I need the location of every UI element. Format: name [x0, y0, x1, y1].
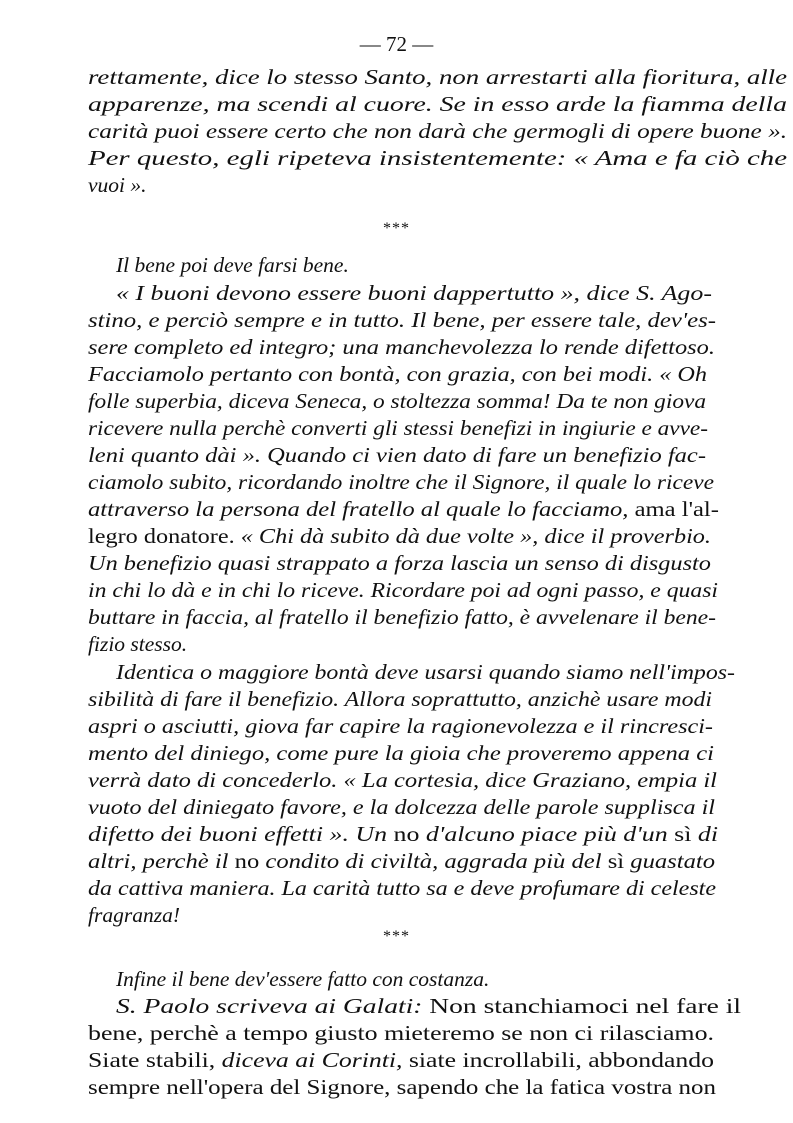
text-line [88, 415, 708, 441]
text-segment: altri, perchè il [88, 849, 235, 873]
text-segment: aspri o asciutti, giova far capire la ragionevolezza e il rincresci- [88, 714, 713, 738]
text-segment: ciamolo subito, ricordando inoltre che il Signore, il quale lo riceve [88, 470, 715, 494]
text-segment: sì [607, 849, 625, 873]
page-number: — 72 — [359, 32, 434, 56]
text-segment: d'alcuno piace più d'un [419, 822, 675, 846]
text-segment: « I buoni devono essere buoni dappertutto », dice S. Ago- [116, 281, 712, 305]
text-segment: fragranza! [88, 903, 180, 927]
text-line [88, 172, 147, 198]
text-segment: Identica o maggiore bontà deve usarsi quando siamo nell'impos- [116, 660, 736, 684]
text-segment: mento del diniego, come pure la gioia che proveremo appena ci [88, 741, 714, 765]
text-segment: Siate stabili, [88, 1048, 222, 1072]
text-segment: Infine il bene dev'essere fatto con costanza. [116, 967, 490, 991]
text-segment: Facciamolo pertanto con bontà, con grazia, con bei modi. « Oh [88, 362, 708, 386]
text-segment: di [691, 822, 719, 846]
text-segment: difetto dei buoni effetti ». Un [88, 822, 394, 846]
text-segment: ricevere nulla perchè converti gli stessi benefizi in ingiurie e avve- [88, 416, 709, 440]
text-segment: apparenze, ma scendi al cuore. Se in esso arde la fiamma della [88, 92, 788, 116]
text-line [116, 659, 735, 685]
text-line [88, 388, 706, 414]
text-segment: vuoi ». [88, 173, 147, 197]
text-segment: verrà dato di concederlo. « La cortesia, dice Graziano, empia il [88, 768, 717, 792]
text-line [88, 442, 706, 468]
text-line [88, 334, 715, 360]
text-segment: carità puoi essere certo che non darà che germogli di opere buone ». [88, 119, 788, 143]
text-segment: sere completo ed integro; una manchevolezza lo rende difettoso. [88, 335, 715, 359]
text-segment: no [393, 822, 420, 846]
text-line [88, 848, 715, 874]
text-line [88, 523, 711, 549]
text-segment: Un benefizio quasi strappato a forza lascia un senso di disgusto [88, 551, 711, 575]
text-line [88, 91, 787, 117]
text-line [88, 361, 707, 387]
text-segment: condito di civiltà, aggrada più del [259, 849, 608, 873]
text-segment: buttare in faccia, al fratello il benefizio fatto, è avvelenare il bene- [88, 605, 716, 629]
text-line [88, 307, 716, 333]
text-line [88, 1074, 716, 1100]
text-line [116, 280, 712, 306]
text-line [88, 631, 187, 657]
text-line [88, 577, 718, 603]
text-line [88, 604, 716, 630]
text-line [88, 550, 711, 576]
text-line [88, 469, 714, 495]
text-segment: diceva ai Corinti, [221, 1048, 403, 1072]
text-line [88, 496, 719, 522]
text-line [88, 64, 787, 90]
section-separator: *** [383, 220, 410, 237]
text-segment: sibilità di fare il benefizio. Allora soprattutto, anzichè usare modi [88, 687, 712, 711]
text-segment: ama l'al- [628, 497, 719, 521]
text-segment: attraverso la persona del fratello al quale lo facciamo, [88, 497, 629, 521]
text-segment: bene, perchè a tempo giusto mieteremo se non ci rilasciamo. [88, 1021, 714, 1045]
text-segment: guastato [624, 849, 716, 873]
text-line [88, 794, 715, 820]
text-segment: da cattiva maniera. La carità tutto sa e deve profumare di celeste [88, 876, 717, 900]
text-segment: no [234, 849, 260, 873]
text-line [88, 686, 712, 712]
text-line [116, 966, 489, 992]
text-segment: leni quanto dài ». Quando ci vien dato di fare un benefizio fac- [88, 443, 706, 467]
section-separator: *** [383, 928, 410, 945]
text-line [88, 902, 180, 928]
text-line [116, 252, 349, 278]
text-segment: in chi lo dà e in chi lo riceve. Ricordare poi ad ogni passo, e quasi [88, 578, 718, 602]
text-segment: « Chi dà subito dà due volte », dice il proverbio. [240, 524, 711, 548]
text-line [88, 1020, 714, 1046]
text-segment: Non stanchiamoci nel fare il [422, 994, 742, 1018]
text-segment: fizio stesso. [88, 632, 188, 656]
text-line [88, 767, 717, 793]
text-line [88, 1047, 714, 1073]
text-line [88, 740, 714, 766]
text-line [88, 118, 787, 144]
text-segment: stino, e perciò sempre e in tutto. Il bene, per essere tale, dev'es- [88, 308, 717, 332]
text-segment: S. Paolo scriveva ai Galati: [116, 994, 423, 1018]
text-segment: sì [674, 822, 692, 846]
text-segment: rettamente, dice lo stesso Santo, non arrestarti alla fioritura, alle [88, 65, 788, 89]
text-line [88, 875, 716, 901]
text-line [88, 821, 718, 847]
text-line [88, 145, 787, 171]
text-segment: siate incrollabili, abbondando [402, 1048, 715, 1072]
text-segment: folle superbia, diceva Seneca, o stoltezza somma! Da te non giova [88, 389, 707, 413]
text-line [88, 713, 713, 739]
text-segment: vuoto del diniegato favore, e la dolcezza delle parole supplisca il [88, 795, 715, 819]
text-segment: legro donatore. [88, 524, 241, 548]
text-segment: Per questo, egli ripeteva insistentemente: « Ama e fa ciò che [88, 146, 788, 170]
text-segment: Il bene poi deve farsi bene. [116, 253, 349, 277]
text-segment: sempre nell'opera del Signore, sapendo che la fatica vostra non [88, 1075, 716, 1099]
text-line [116, 993, 741, 1019]
